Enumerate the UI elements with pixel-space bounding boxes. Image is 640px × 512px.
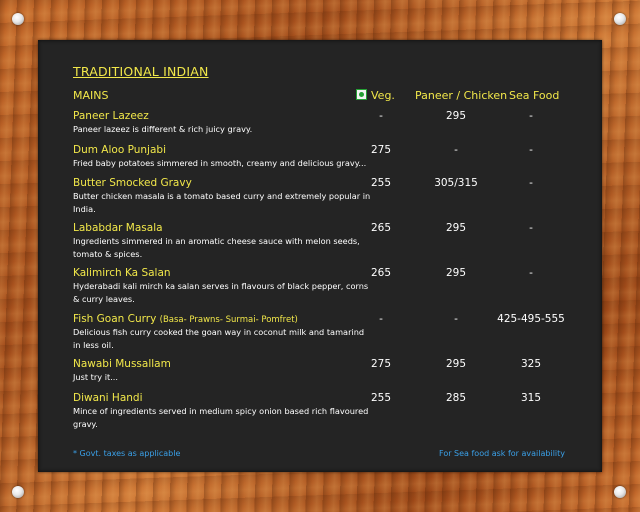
footer-seafood-note: For Sea food ask for availability xyxy=(439,449,566,458)
screw-icon xyxy=(12,13,24,25)
price-paneer-chicken: 295 xyxy=(445,267,467,279)
menu-item-name xyxy=(73,144,166,156)
price-paneer-chicken: 295 xyxy=(445,358,467,370)
menu-board xyxy=(38,40,602,472)
menu-item-name-text: Diwani Handi xyxy=(73,392,143,404)
column-header-veg-label: Veg. xyxy=(371,89,395,102)
price-veg: - xyxy=(379,313,383,325)
menu-item-description: Just try it... xyxy=(73,372,118,382)
price-veg: 275 xyxy=(370,358,392,370)
price-sea-food: - xyxy=(529,110,533,122)
menu-item-description: Mince of ingredients served in medium spicy onion based rich flavoured gravy. xyxy=(73,406,369,429)
price-paneer-chicken: 295 xyxy=(445,222,467,234)
menu-item-description: Paneer lazeez is different & rich juicy gravy. xyxy=(73,124,253,134)
menu-item-name xyxy=(73,313,298,325)
price-veg: 265 xyxy=(370,267,392,279)
menu-item-name-text: Nawabi Mussallam xyxy=(73,358,171,370)
price-sea-food: - xyxy=(529,144,533,156)
column-header-paneer-chicken: Paneer / Chicken xyxy=(415,89,508,102)
price-sea-food: 325 xyxy=(520,358,542,370)
price-veg: 255 xyxy=(370,177,392,189)
menu-item-name-text: Butter Smocked Gravy xyxy=(73,177,192,189)
menu-item-name xyxy=(73,177,192,189)
section-title: TRADITIONAL INDIAN xyxy=(73,64,209,79)
menu-item-name-text: Dum Aloo Punjabi xyxy=(73,144,166,156)
category-heading: MAINS xyxy=(73,89,109,102)
menu-item-name xyxy=(73,358,171,370)
menu-item-name xyxy=(73,267,171,279)
price-paneer-chicken: 285 xyxy=(445,392,467,404)
price-veg: - xyxy=(379,110,383,122)
price-sea-food: 425-495-555 xyxy=(497,313,565,325)
menu-item-name-text: Lababdar Masala xyxy=(73,222,163,234)
screw-icon xyxy=(614,486,626,498)
menu-item-description: Ingredients simmered in an aromatic cheese sauce with melon seeds, tomato & spices. xyxy=(73,236,360,259)
price-paneer-chicken: - xyxy=(454,313,458,325)
veg-symbol-icon xyxy=(356,89,367,100)
menu-item-name-text: Kalimirch Ka Salan xyxy=(73,267,171,279)
screw-icon xyxy=(614,13,626,25)
price-sea-food: - xyxy=(529,267,533,279)
menu-item-description: Butter chicken masala is a tomato based curry and extremely popular in India. xyxy=(73,191,371,214)
menu-item-description: Fried baby potatoes simmered in smooth, creamy and delicious gravy... xyxy=(73,158,367,168)
price-paneer-chicken: - xyxy=(454,144,458,156)
column-header-sea-food: Sea Food xyxy=(509,89,560,102)
menu-item-name xyxy=(73,392,143,404)
footer-tax-note: * Govt. taxes as applicable xyxy=(73,449,181,458)
price-sea-food: - xyxy=(529,177,533,189)
price-paneer-chicken: 295 xyxy=(445,110,467,122)
price-veg: 255 xyxy=(370,392,392,404)
menu-item-variants: (Basa- Prawns- Surmai- Pomfret) xyxy=(159,315,298,325)
price-paneer-chicken: 305/315 xyxy=(434,177,478,189)
column-header-veg xyxy=(356,89,395,102)
screw-icon xyxy=(12,486,24,498)
price-sea-food: - xyxy=(529,222,533,234)
menu-item-name-text: Paneer Lazeez xyxy=(73,110,149,122)
price-sea-food: 315 xyxy=(520,392,542,404)
price-veg: 265 xyxy=(370,222,392,234)
price-veg: 275 xyxy=(370,144,392,156)
menu-item-name xyxy=(73,222,163,234)
menu-item-name-text: Fish Goan Curry xyxy=(73,313,157,325)
menu-item-description: Hyderabadi kali mirch ka salan serves in flavours of black pepper, corns & curry leaves. xyxy=(73,281,369,304)
menu-item-name xyxy=(73,110,149,122)
menu-item-description: Delicious fish curry cooked the goan way in coconut milk and tamarind in less oil. xyxy=(73,327,365,350)
